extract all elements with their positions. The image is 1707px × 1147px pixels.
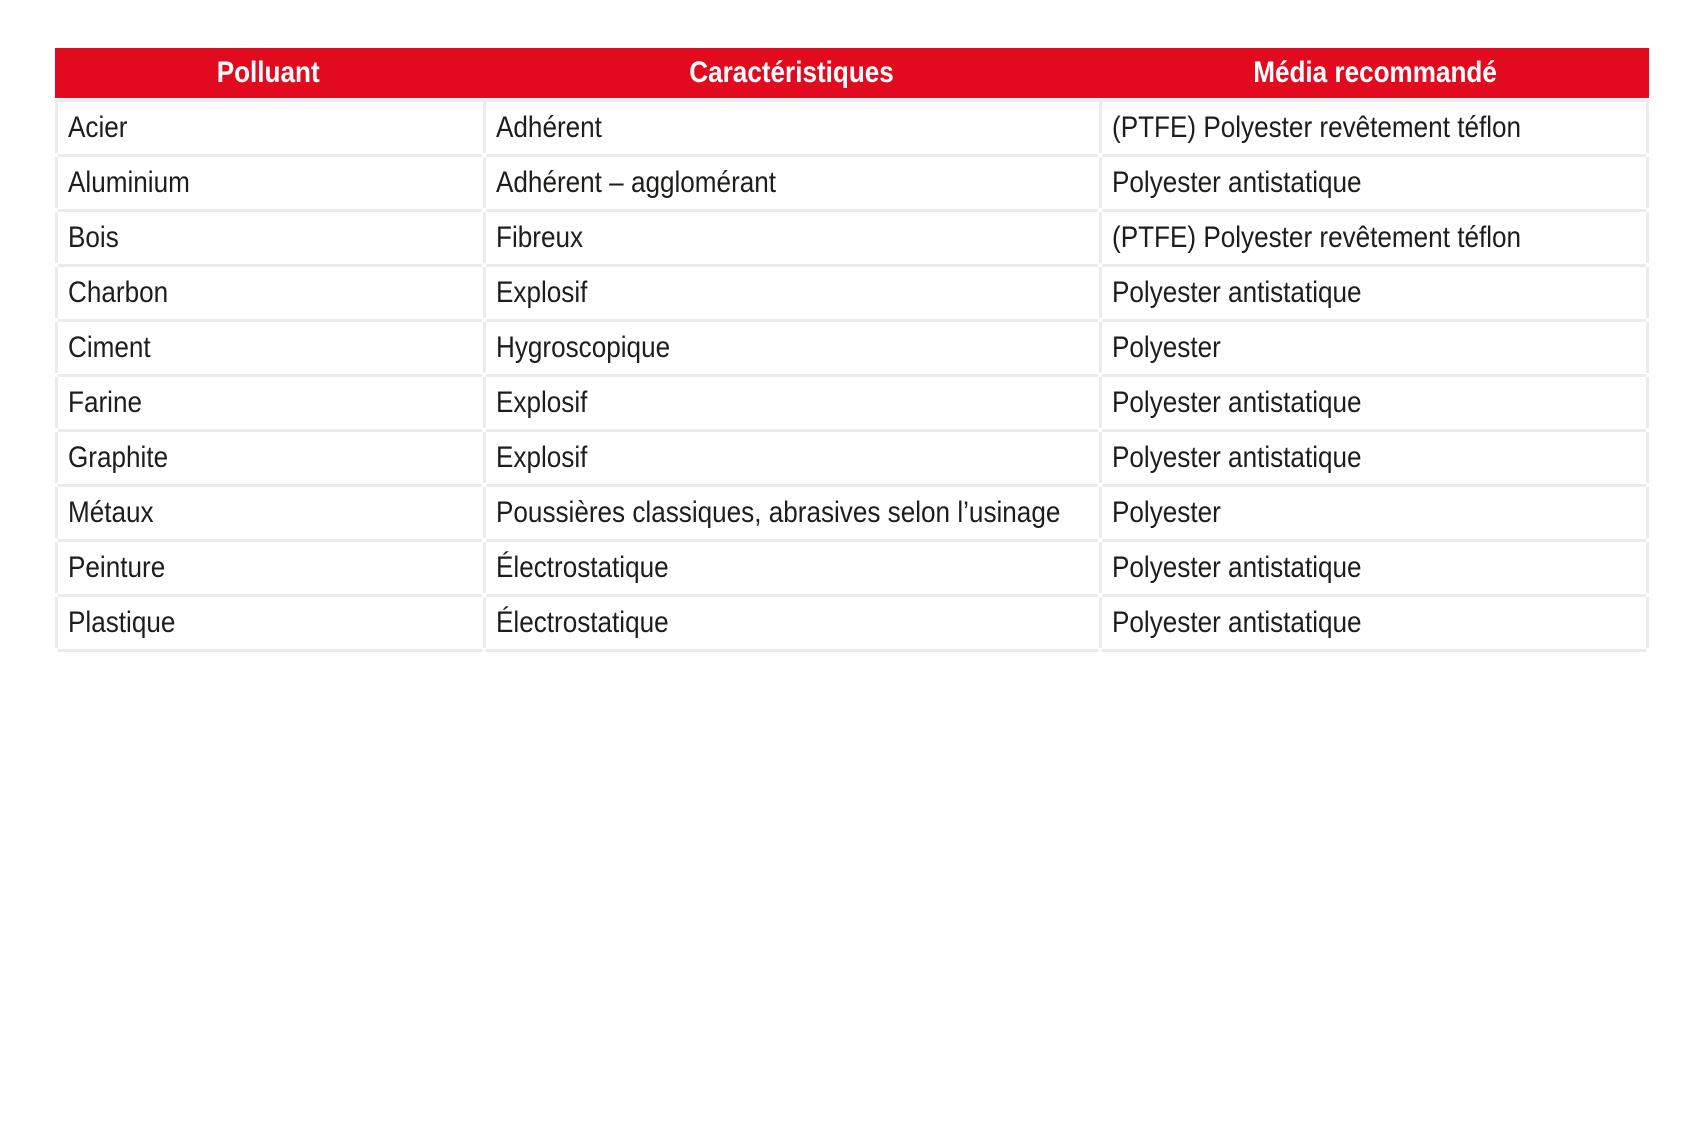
table-row bbox=[55, 157, 1649, 208]
header-label: Caractéristiques bbox=[689, 56, 895, 89]
cell-polluant: Plastique bbox=[55, 597, 482, 648]
table-row bbox=[55, 322, 1649, 373]
table-header-row bbox=[55, 48, 1649, 98]
cell-caracteristiques: Électrostatique bbox=[486, 597, 1098, 648]
table-row bbox=[55, 432, 1649, 483]
cell-media-recommande: Polyester bbox=[1102, 487, 1649, 538]
cell-media-recommande: Polyester antistatique bbox=[1102, 542, 1649, 593]
cell-polluant: Farine bbox=[55, 377, 482, 428]
cell-polluant: Bois bbox=[55, 212, 482, 263]
cell-caracteristiques: Hygroscopique bbox=[486, 322, 1098, 373]
cell-caracteristiques: Explosif bbox=[486, 377, 1098, 428]
cell-media-recommande: Polyester antistatique bbox=[1102, 157, 1649, 208]
table-row bbox=[55, 487, 1649, 538]
cell-caracteristiques: Adhérent bbox=[486, 102, 1098, 153]
cell-media-recommande: Polyester antistatique bbox=[1102, 432, 1649, 483]
cell-polluant: Aluminium bbox=[55, 157, 482, 208]
cell-polluant: Peinture bbox=[55, 542, 482, 593]
cell-polluant: Acier bbox=[55, 102, 482, 153]
cell-polluant: Graphite bbox=[55, 432, 482, 483]
cell-media-recommande: Polyester bbox=[1102, 322, 1649, 373]
cell-media-recommande: Polyester antistatique bbox=[1102, 267, 1649, 318]
header-label: Polluant bbox=[217, 56, 320, 89]
cell-polluant: Ciment bbox=[55, 322, 482, 373]
cell-polluant: Charbon bbox=[55, 267, 482, 318]
cell-caracteristiques: Électrostatique bbox=[486, 542, 1098, 593]
table-row bbox=[55, 212, 1649, 263]
table-row bbox=[55, 542, 1649, 593]
cell-caracteristiques: Explosif bbox=[486, 267, 1098, 318]
cell-media-recommande: (PTFE) Polyester revêtement téflon bbox=[1102, 102, 1649, 153]
cell-media-recommande: (PTFE) Polyester revêtement téflon bbox=[1102, 212, 1649, 263]
table-row bbox=[55, 377, 1649, 428]
cell-caracteristiques: Fibreux bbox=[486, 212, 1098, 263]
header-cell-caracteristiques bbox=[486, 48, 1098, 98]
cell-caracteristiques: Explosif bbox=[486, 432, 1098, 483]
cell-media-recommande: Polyester antistatique bbox=[1102, 377, 1649, 428]
table-body bbox=[55, 102, 1649, 648]
cell-caracteristiques: Poussières classiques, abrasives selon l’usinage bbox=[486, 487, 1098, 538]
cell-polluant: Métaux bbox=[55, 487, 482, 538]
cell-caracteristiques: Adhérent – agglomérant bbox=[486, 157, 1098, 208]
pollutants-table bbox=[55, 48, 1649, 648]
header-cell-polluant bbox=[55, 48, 482, 98]
table-row bbox=[55, 102, 1649, 153]
cell-media-recommande: Polyester antistatique bbox=[1102, 597, 1649, 648]
table-row bbox=[55, 267, 1649, 318]
table-row bbox=[55, 597, 1649, 648]
header-label: Média recommandé bbox=[1253, 56, 1498, 89]
header-cell-media-recommande bbox=[1102, 48, 1649, 98]
